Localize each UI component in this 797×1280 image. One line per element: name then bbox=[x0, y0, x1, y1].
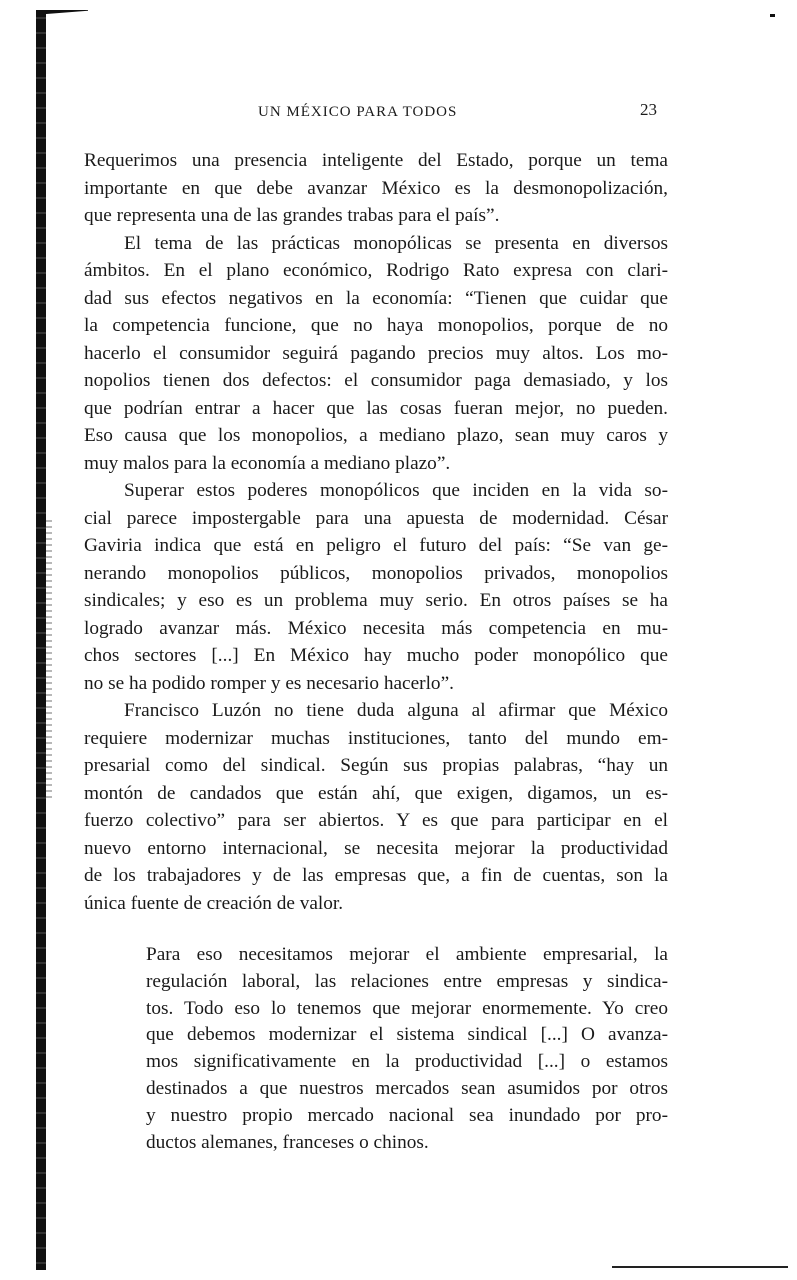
text-line: dad sus efectos negativos en la economía: “Tienen que cuidar que bbox=[84, 287, 668, 309]
scan-mark bbox=[770, 14, 775, 17]
body-text bbox=[84, 147, 668, 917]
text-line: muy malos para la economía a mediano plazo”. bbox=[84, 452, 451, 474]
text-line: Gaviria indica que está en peligro el futuro del país: “Se van ge- bbox=[84, 535, 668, 556]
text-line: requiere modernizar muchas instituciones, tanto del mundo em- bbox=[84, 727, 668, 749]
text-line: única fuente de creación de valor. bbox=[84, 892, 344, 914]
book-spine-shadow bbox=[36, 10, 46, 1270]
text-line: nopolios tienen dos defectos: el consumidor paga demasiado, y los bbox=[84, 370, 668, 391]
quote-line: mos significativamente en la productividad [...] o estamos bbox=[146, 1051, 668, 1073]
text-line: cial parece impostergable para una apuesta de modernidad. César bbox=[84, 507, 668, 529]
text-line: la competencia funcione, que no haya monopolios, porque de no bbox=[84, 315, 668, 336]
text-line: montón de candados que están ahí, que exigen, digamos, un es- bbox=[84, 782, 668, 804]
text-line: Francisco Luzón no tiene duda alguna al afirmar que México bbox=[124, 700, 668, 721]
text-line: hacerlo el consumidor seguirá pagando precios muy altos. Los mo- bbox=[84, 342, 668, 364]
text-line: nerando monopolios públicos, monopolios privados, monopolios bbox=[84, 562, 668, 584]
text-line: chos sectores [...] En México hay mucho poder monopólico que bbox=[84, 645, 668, 666]
quote-line: ductos alemanes, franceses o chinos. bbox=[146, 1131, 429, 1153]
book-spine-top-edge bbox=[36, 10, 88, 14]
page-number: 23 bbox=[640, 100, 657, 119]
text-line: presarial como del sindical. Según sus propias palabras, “hay un bbox=[84, 755, 668, 776]
quote-line: que debemos modernizar el sistema sindical [...] O avanza- bbox=[146, 1024, 668, 1046]
block-quote bbox=[146, 942, 668, 1156]
quote-line: regulación laboral, las relaciones entre empresas y sindica- bbox=[146, 970, 668, 992]
text-line: logrado avanzar más. México necesita más competencia en mu- bbox=[84, 617, 668, 639]
text-line: no se ha podido romper y es necesario hacerlo”. bbox=[84, 672, 454, 694]
text-line: Superar estos poderes monopólicos que inciden en la vida so- bbox=[124, 480, 668, 501]
quote-line: y nuestro propio mercado nacional sea inundado por pro- bbox=[146, 1104, 668, 1126]
text-line: Requerimos una presencia inteligente del Estado, porque un tema bbox=[84, 150, 668, 171]
text-line: importante en que debe avanzar México es la desmonopolización, bbox=[84, 177, 668, 199]
running-title: UN MÉXICO PARA TODOS bbox=[258, 104, 458, 120]
text-line: nuevo entorno internacional, se necesita mejorar la productividad bbox=[84, 837, 668, 859]
text-line: El tema de las prácticas monopólicas se presenta en diversos bbox=[124, 232, 668, 254]
quote-line: destinados a que nuestros mercados sean asumidos por otros bbox=[146, 1077, 668, 1099]
text-line: fuerzo colectivo” para ser abiertos. Y es que para participar en el bbox=[84, 810, 668, 831]
page-edge-line bbox=[612, 1266, 788, 1268]
quote-line: tos. Todo eso lo tenemos que mejorar enormemente. Yo creo bbox=[146, 997, 668, 1019]
text-line: de los trabajadores y de las empresas que, a fin de cuentas, son la bbox=[84, 865, 668, 886]
text-line: que podrían entrar a hacer que las cosas fueran mejor, no pueden. bbox=[84, 397, 668, 419]
scan-artifact bbox=[46, 520, 52, 800]
text-line: que representa una de las grandes trabas para el país”. bbox=[84, 205, 500, 226]
text-line: ámbitos. En el plano económico, Rodrigo Rato expresa con clari- bbox=[84, 260, 668, 281]
text-line: Eso causa que los monopolios, a mediano plazo, sean muy caros y bbox=[84, 425, 668, 446]
quote-line: Para eso necesitamos mejorar el ambiente empresarial, la bbox=[146, 944, 668, 965]
text-line: sindicales; y eso es un problema muy serio. En otros países se ha bbox=[84, 590, 668, 611]
